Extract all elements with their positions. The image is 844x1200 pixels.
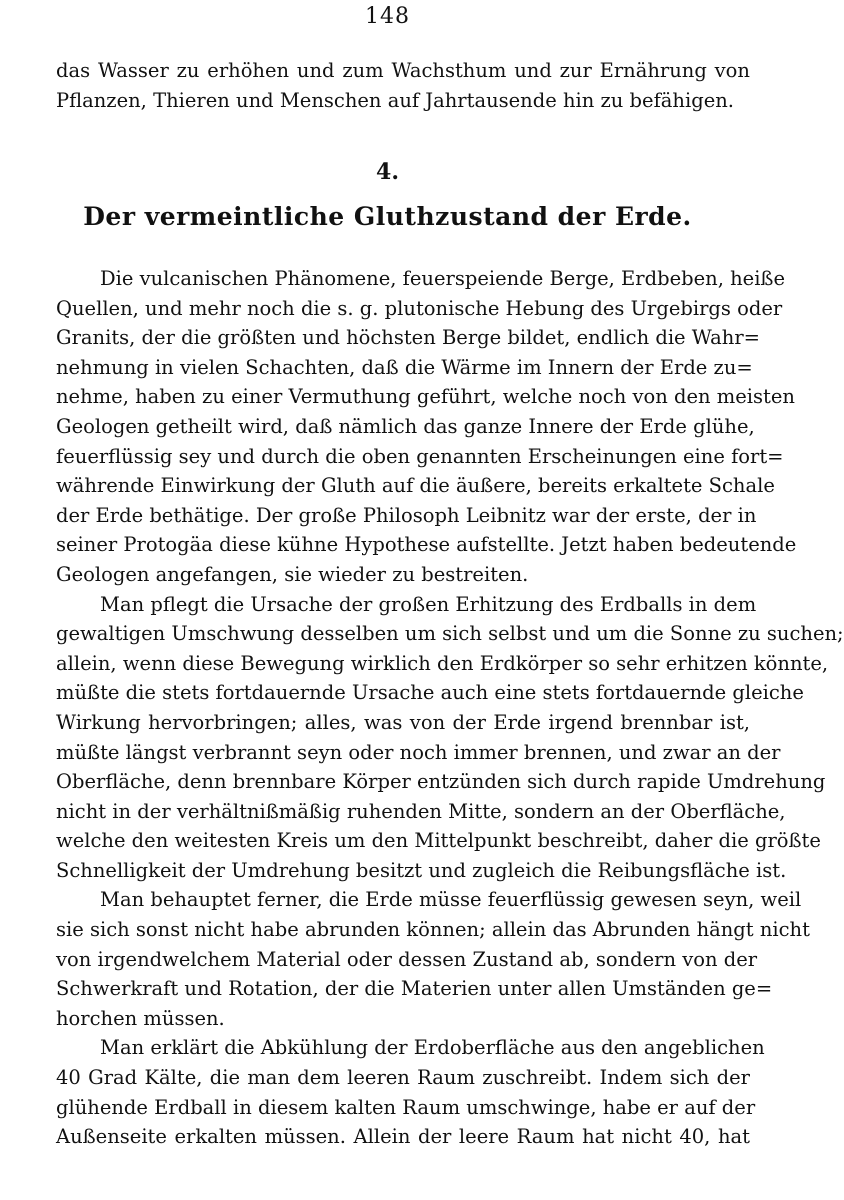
text-line: Außenseite erkalten müssen. Allein der leere Raum hat nicht 40, hat: [56, 1125, 750, 1149]
page-number: 148: [365, 4, 410, 29]
text-line: allein, wenn diese Bewegung wirklich den Erdkörper so sehr erhitzen könnte,: [56, 651, 829, 675]
text-line: Wirkung hervorbringen; alles, was von der Erde irgend brennbar ist,: [56, 710, 750, 734]
section-number: 4.: [376, 159, 399, 185]
text-line: seiner Protogäa diese kühne Hypothese aufstellte. Jetzt haben bedeutende: [56, 533, 797, 557]
text-line: müßte längst verbrannt seyn oder noch immer brennen, und zwar an der: [56, 740, 781, 764]
text-line: glühende Erdball in diesem kalten Raum umschwinge, habe er auf der: [56, 1095, 756, 1119]
text-line: horchen müssen.: [56, 1006, 225, 1030]
text-line: währende Einwirkung der Gluth auf die äußere, bereits erkaltete Schale: [56, 474, 775, 498]
text-line: Geologen angefangen, sie wieder zu bestreiten.: [56, 562, 529, 586]
text-line: Quellen, und mehr noch die s. g. plutonische Hebung des Urgebirgs oder: [56, 296, 783, 320]
text-line: gewaltigen Umschwung desselben um sich selbst und um die Sonne zu suchen;: [56, 622, 844, 646]
text-line: der Erde bethätige. Der große Philosoph Leibnitz war der erste, der in: [56, 503, 757, 527]
body-text: [56, 264, 844, 1152]
paragraph-2: [56, 590, 844, 886]
text-line: Man pflegt die Ursache der großen Erhitzung des Erdballs in dem: [100, 592, 757, 616]
text-line: Die vulcanischen Phänomene, feuerspeiende Berge, Erdbeben, heiße: [100, 267, 785, 290]
text-line: welche den weitesten Kreis um den Mittelpunkt beschreibt, daher die größte: [56, 829, 821, 853]
text-line: Pflanzen, Thieren und Menschen auf Jahrtausende hin zu befähigen.: [56, 88, 734, 112]
text-line: Oberfläche, denn brennbare Körper entzünden sich durch rapide Umdrehung: [56, 770, 826, 794]
text-line: Man behauptet ferner, die Erde müsse feuerflüssig gewesen seyn, weil: [100, 888, 802, 912]
text-line: Granits, der die größten und höchsten Berge bildet, endlich die Wahr=: [56, 326, 760, 350]
text-line: müßte die stets fortdauernde Ursache auch eine stets fortdauernde gleiche: [56, 681, 804, 705]
text-line: Man erklärt die Abkühlung der Erdoberfläche aus den angeblichen: [100, 1036, 765, 1060]
paragraph-1: [56, 264, 797, 590]
intro-text: [56, 56, 750, 115]
text-line: feuerflüssig sey und durch die oben genannten Erscheinungen eine fort=: [56, 444, 784, 468]
text-line: sie sich sonst nicht habe abrunden können; allein das Abrunden hängt nicht: [56, 918, 810, 942]
paragraph-4: [56, 1033, 765, 1151]
text-line: Schwerkraft und Rotation, der die Materien unter allen Umständen ge=: [56, 977, 773, 1001]
text-line: 40 Grad Kälte, die man dem leeren Raum zuschreibt. Indem sich der: [56, 1066, 750, 1090]
text-line: von irgendwelchem Material oder dessen Zustand ab, sondern von der: [56, 947, 758, 971]
text-line: Geologen getheilt wird, daß nämlich das ganze Innere der Erde glühe,: [56, 414, 755, 438]
text-line: nehmung in vielen Schachten, daß die Wärme im Innern der Erde zu=: [56, 355, 753, 379]
text-line: nehme, haben zu einer Vermuthung geführt, welche noch von den meisten: [56, 385, 795, 409]
text-line: das Wasser zu erhöhen und zum Wachsthum und zur Ernährung von: [56, 59, 750, 82]
text-line: Schnelligkeit der Umdrehung besitzt und zugleich die Reibungsfläche ist.: [56, 858, 787, 882]
paragraph-3: [56, 885, 810, 1033]
text-line: nicht in der verhältnißmäßig ruhenden Mitte, sondern an der Oberfläche,: [56, 799, 786, 823]
section-heading: Der vermeintliche Gluthzustand der Erde.: [83, 202, 692, 231]
